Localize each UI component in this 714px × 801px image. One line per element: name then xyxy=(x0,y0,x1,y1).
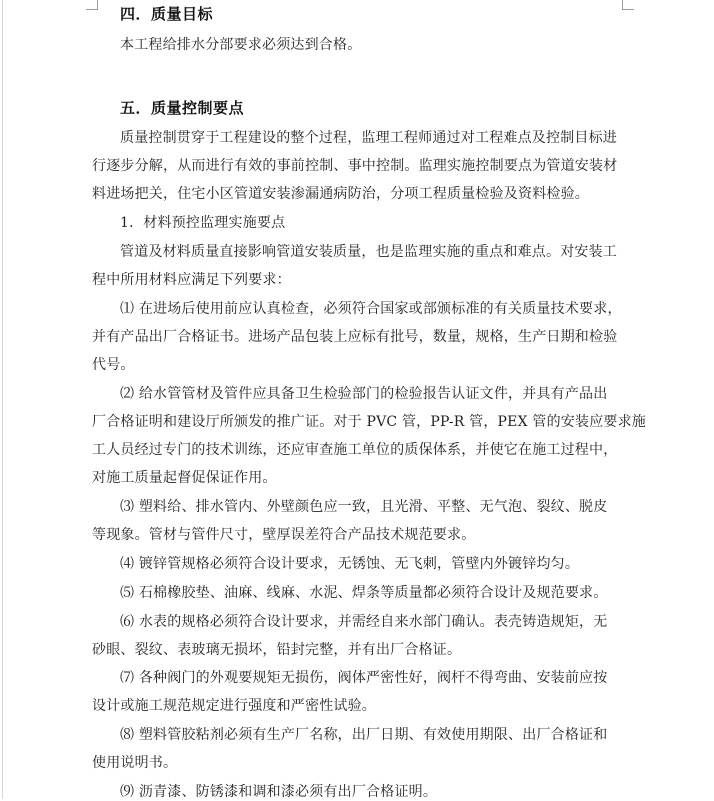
subsection-intro-line: 管道及材料质量直接影响管道安装质量，也是监理实施的重点和难点。对安装工 xyxy=(120,244,617,260)
section5-heading: 五．质量控制要点 xyxy=(120,99,245,117)
crop-mark-left-horizontal xyxy=(86,9,98,10)
section5-intro-line: 料进场把关，住宅小区管道安装渗漏通病防治，分项工程质量检验及资料检验。 xyxy=(92,186,589,202)
list-item-3-line: ⑶ 塑料给、排水管内、外壁颜色应一致，且光滑、平整、无气泡、裂纹、脱皮 xyxy=(120,499,608,515)
section5-intro-line: 行逐步分解，从而进行有效的事前控制、事中控制。监理实施控制要点为管道安装材 xyxy=(92,158,618,174)
list-item-1-line: 并有产品出厂合格证书。进场产品包装上应标有批号，数量，规格，生产日期和检验 xyxy=(92,329,618,345)
list-item-5-line: ⑸ 石棉橡胶垫、油麻、线麻、水泥、焊条等质量都必须符合设计及规范要求。 xyxy=(120,585,608,601)
list-item-7-line: 设计或施工规范规定进行强度和严密性试验。 xyxy=(92,698,376,714)
list-item-3-line: 等现象。管材与管件尺寸，壁厚误差符合产品技术规范要求。 xyxy=(92,527,476,543)
list-item-1-line: 代号。 xyxy=(92,357,135,373)
subsection-intro-line: 程中所用材料应满足下列要求： xyxy=(92,272,291,288)
page-edge xyxy=(2,0,3,799)
crop-mark-right-horizontal xyxy=(622,9,634,10)
list-item-2-line: 厂合格证明和建设厅所颁发的推广证。对于 PVC 管，PP-R 管，PEX 管的安装应要求施 xyxy=(92,414,646,430)
list-item-2-line: ⑵ 给水管管材及管件应具备卫生检验部门的检验报告认证文件，并具有产品出 xyxy=(120,386,608,402)
section4-line: 本工程给排水分部要求必须达到合格。 xyxy=(120,37,362,53)
list-item-7-line: ⑺ 各种阀门的外观要规矩无损伤，阀体严密性好，阀杆不得弯曲、安装前应按 xyxy=(120,670,608,686)
list-item-9-line: ⑼ 沥青漆、防锈漆和调和漆必须有出厂合格证明。 xyxy=(120,784,438,800)
subsection-title: 1．材料预控监理实施要点 xyxy=(120,215,286,231)
section4-heading: 四．质量目标 xyxy=(120,5,214,23)
list-item-2-line: 工人员经过专门的技术训练，还应审查施工单位的质保体系，并使它在施工过程中， xyxy=(92,442,618,458)
list-item-1-line: ⑴ 在进场后使用前应认真检查，必须符合国家或部颁标准的有关质量技术要求， xyxy=(120,301,622,317)
section5-intro-line: 质量控制贯穿于工程建设的整个过程，监理工程师通过对工程难点及控制目标进 xyxy=(120,130,617,146)
list-item-8-line: ⑻ 塑料管胶粘剂必须有生产厂名称，出厂日期、有效使用期限、出厂合格证和 xyxy=(120,727,608,743)
list-item-4-line: ⑷ 镀锌管规格必须符合设计要求，无锈蚀、无飞刺，管壁内外镀锌均匀。 xyxy=(120,556,580,572)
list-item-2-line: 对施工质量起督促保证作用。 xyxy=(92,470,277,486)
list-item-6-line: 砂眼、裂纹、表玻璃无损坏，铅封完整，并有出厂合格证。 xyxy=(92,642,462,658)
list-item-6-line: ⑹ 水表的规格必须符合设计要求，并需经自来水部门确认。表壳铸造规矩，无 xyxy=(120,614,608,630)
list-item-8-line: 使用说明书。 xyxy=(92,755,178,771)
